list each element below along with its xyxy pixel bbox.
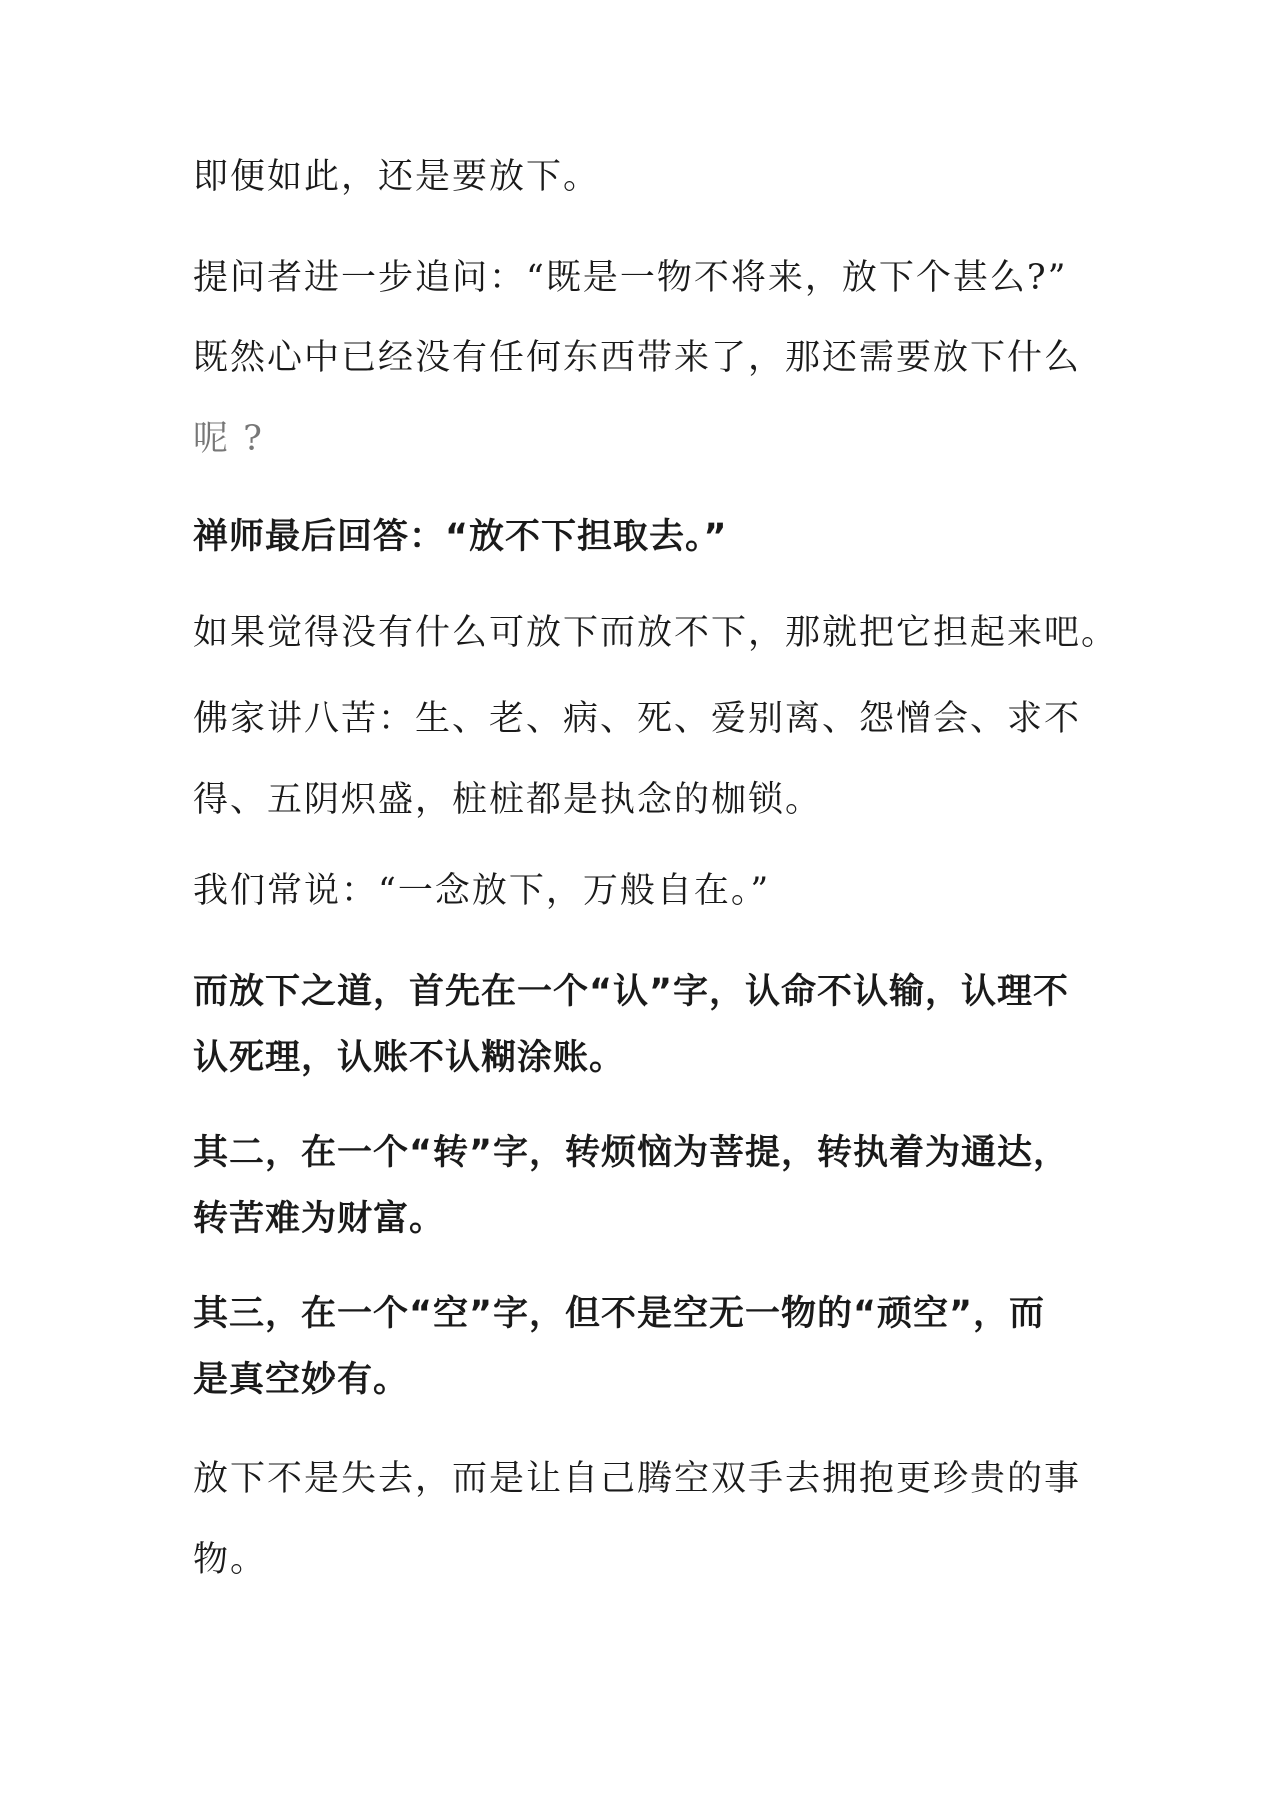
text-line: 其二，在一个“转”字，转烦恼为菩提，转执着为通达， [193, 1133, 1070, 1173]
text-line: 物。 [193, 1540, 268, 1580]
text-line: 得、五阴炽盛，桩桩都是执念的枷锁。 [193, 780, 823, 820]
text-line: 既然心中已经没有任何东西带来了，那还需要放下什么 [193, 338, 1082, 378]
text-line: 提问者进一步追问：“既是一物不将来，放下个甚么?” [193, 258, 1068, 298]
text-line: 我们常说：“一念放下，万般自在。” [193, 871, 771, 911]
text-line: 如果觉得没有什么可放下而放不下，那就把它担起来吧。 [193, 613, 1119, 653]
text-line: 佛家讲八苦：生、老、病、死、爱别离、怨憎会、求不 [193, 699, 1082, 739]
text-line: 认死理，认账不认糊涂账。 [193, 1038, 626, 1078]
text-line: 呢 ? [193, 419, 264, 459]
text-line: 其三，在一个“空”字，但不是空无一物的“顽空”，而 [193, 1294, 1046, 1334]
text-line: 禅师最后回答：“放不下担取去。” [193, 517, 728, 557]
text-line: 放下不是失去，而是让自己腾空双手去拥抱更珍贵的事 [193, 1459, 1082, 1499]
text-line: 即便如此，还是要放下。 [193, 157, 601, 197]
text-line: 是真空妙有。 [193, 1360, 410, 1400]
text-line: 而放下之道，首先在一个“认”字，认命不认输，认理不 [193, 972, 1070, 1012]
text-line: 转苦难为财富。 [193, 1199, 446, 1239]
